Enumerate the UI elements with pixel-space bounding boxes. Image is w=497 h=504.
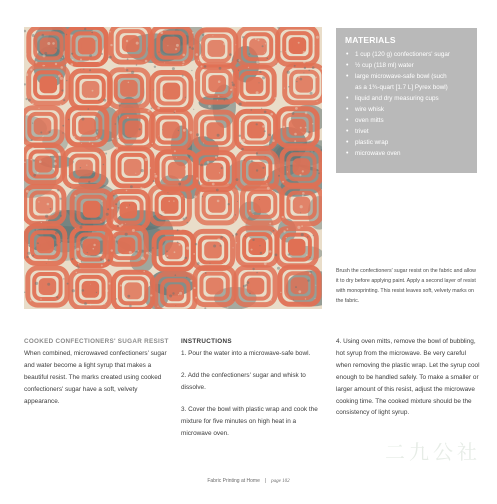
materials-item: • plastic wrap — [345, 137, 469, 148]
fabric-photo — [24, 27, 322, 309]
instructions-column — [181, 336, 327, 449]
footer-book-title: Fabric Printing at Home — [207, 478, 260, 484]
materials-box — [336, 28, 477, 173]
footer-page-number: page 102 — [271, 479, 290, 484]
materials-item: as a 1¾-quart [1.7 L] Pyrex bowl) — [355, 84, 448, 91]
materials-item: • large microwave-safe bowl (such — [345, 71, 469, 82]
materials-item: • microwave oven — [345, 148, 469, 159]
photo-caption: Brush the confectioners' sugar resist on the fabric and allow it to dry before applying paint. Apply a second layer of resist with monoprinting. This resist leaves soft, velvety marks on the fabric. — [336, 268, 476, 304]
instructions-continued-column — [336, 336, 480, 429]
materials-item: • liquid and dry measuring cups — [345, 93, 469, 104]
materials-item: • 1 cup (120 g) confectioners' sugar — [345, 49, 469, 60]
materials-item: • wire whisk — [345, 104, 469, 115]
materials-item: • trivet — [345, 126, 469, 137]
intro-body: When combined, microwaved confectioners' sugar and water become a light syrup that makes a beautiful resist. The marks created using cooked confectioners' sugar have a soft, velvety appearance. — [24, 350, 167, 405]
instruction-step-4: 4. Using oven mitts, remove the bowl of bubbling, hot syrup from the microwave. Be very careful when removing the plastic wrap. Let the syrup cool enough to be handled safely. To make a smaller or larger amount of this resist, adjust the microwave cooking time. The cooked mixture should be the consistency of light syrup. — [336, 338, 480, 417]
footer-separator: | — [264, 478, 267, 484]
watermark: 二九公社 — [385, 440, 481, 464]
instruction-step-3: 3. Cover the bowl with plastic wrap and cook the mixture for five minutes on high heat in a microwave oven. — [181, 405, 318, 437]
page-footer — [0, 478, 497, 484]
materials-item: • ½ cup (118 ml) water — [345, 60, 469, 71]
intro-heading: COOKED CONFECTIONERS' SUGAR RESIST — [24, 338, 169, 345]
instructions-heading: INSTRUCTIONS — [181, 338, 232, 345]
materials-list — [345, 49, 469, 159]
materials-item: • oven mitts — [345, 115, 469, 126]
instruction-step-1: 1. Pour the water into a microwave-safe bowl. — [181, 350, 311, 357]
fabric-resist-image — [24, 27, 322, 309]
intro-column — [24, 336, 170, 418]
materials-title: MATERIALS — [345, 35, 396, 45]
instruction-step-2: 2. Add the confectioners' sugar and whisk to dissolve. — [181, 371, 306, 391]
